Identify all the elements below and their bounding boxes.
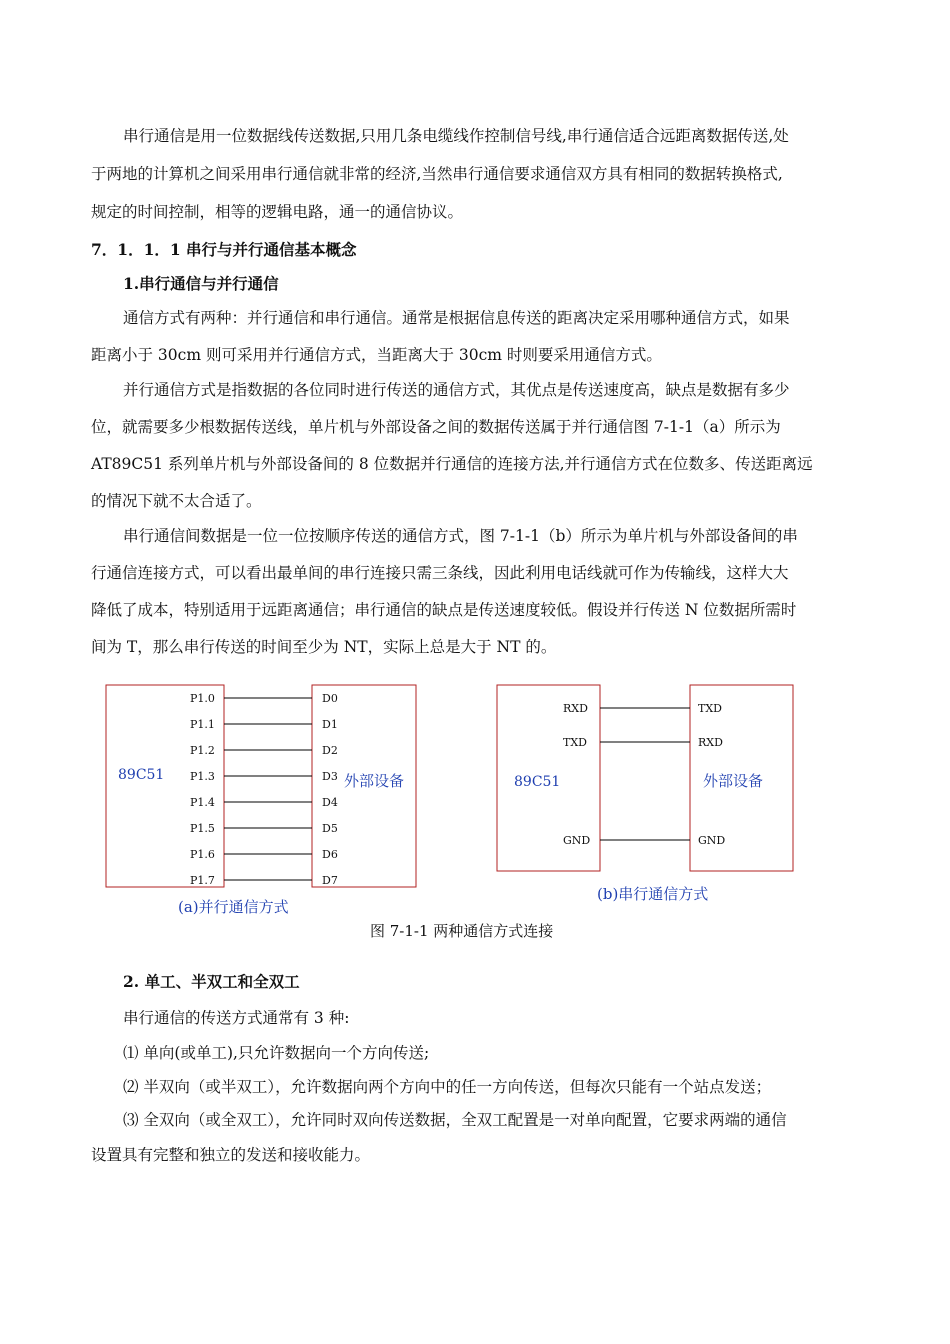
parallel-line-2: 位，就需要多少根数据传送线，单片机与外部设备之间的数据传送属于并行通信图 7-1-1（a）所示为 bbox=[91, 418, 781, 436]
modes-line-2: 距离小于 30cm 则可采用并行通信方式，当距离大于 30cm 时则要采用通信方式。 bbox=[91, 346, 662, 364]
duplex-item-1: ⑴ 单向(或单工),只允许数据向一个方向传送; bbox=[123, 1044, 430, 1062]
duplex-tail: 设置具有完整和独立的发送和接收能力。 bbox=[91, 1146, 371, 1164]
intro-line-3: 规定的时间控制，相等的逻辑电路，通一的通信协议。 bbox=[91, 203, 464, 221]
parallel-pin-d1: D1 bbox=[322, 718, 338, 731]
duplex-item-2: ⑵ 半双向（或半双工），允许数据向两个方向中的任一方向传送，但每次只能有一个站点发送； bbox=[123, 1078, 772, 1096]
parallel-pin-d3: D3 bbox=[322, 770, 338, 783]
connection-figure bbox=[0, 680, 950, 940]
parallel-pin-d7: D7 bbox=[322, 874, 338, 887]
parallel-device-label: 外部设备 bbox=[344, 772, 405, 790]
parallel-pin-p1-6: P1.6 bbox=[190, 848, 215, 861]
parallel-pin-d2: D2 bbox=[322, 744, 338, 757]
intro-line-2: 于两地的计算机之间采用串行通信就非常的经济,当然串行通信要求通信双方具有相同的数据转换格式, bbox=[91, 165, 783, 183]
parallel-pin-p1-3: P1.3 bbox=[190, 770, 215, 783]
serial-line-4: 间为 T，那么串行传送的时间至少为 NT，实际上总是大于 NT 的。 bbox=[91, 638, 557, 656]
parallel-caption: (a)并行通信方式 bbox=[178, 898, 289, 916]
serial-line-1: 串行通信间数据是一位一位按顺序传送的通信方式，图 7-1-1（b）所示为单片机与外部设备间的串 bbox=[123, 527, 798, 545]
parallel-diagram bbox=[106, 685, 416, 916]
parallel-pin-p1-7: P1.7 bbox=[190, 874, 215, 887]
sub-heading-2: 2. 单工、半双工和全双工 bbox=[123, 972, 300, 991]
serial-pin-right-gnd: GND bbox=[698, 834, 726, 847]
parallel-line-4: 的情况下就不太合适了。 bbox=[91, 492, 262, 510]
parallel-pin-p1-2: P1.2 bbox=[190, 744, 215, 757]
parallel-pin-p1-1: P1.1 bbox=[190, 718, 215, 731]
duplex-intro: 串行通信的传送方式通常有 3 种: bbox=[123, 1009, 350, 1027]
parallel-pin-d4: D4 bbox=[322, 796, 338, 809]
duplex-item-3: ⑶ 全双向（或全双工），允许同时双向传送数据，全双工配置是一对单向配置，它要求两端的通信 bbox=[123, 1111, 787, 1129]
modes-line-1: 通信方式有两种：并行通信和串行通信。通常是根据信息传送的距离决定采用哪种通信方式，如果 bbox=[123, 309, 790, 327]
sub-heading-1: 1.串行通信与并行通信 bbox=[123, 274, 279, 293]
figure-caption: 图 7-1-1 两种通信方式连接 bbox=[370, 922, 554, 940]
serial-pin-right-txd: TXD bbox=[698, 702, 722, 715]
parallel-pin-p1-0: P1.0 bbox=[190, 692, 215, 705]
parallel-pin-d6: D6 bbox=[322, 848, 338, 861]
serial-pin-left-rxd: RXD bbox=[563, 702, 588, 715]
serial-diagram bbox=[497, 685, 793, 903]
serial-line-2: 行通信连接方式，可以看出最单间的串行连接只需三条线，因此利用电话线就可作为传输线，这样大大 bbox=[91, 564, 789, 582]
parallel-pin-d0: D0 bbox=[322, 692, 338, 705]
serial-chip-label: 89C51 bbox=[514, 774, 561, 790]
serial-pin-left-gnd: GND bbox=[563, 834, 591, 847]
parallel-pin-p1-4: P1.4 bbox=[190, 796, 215, 809]
serial-pin-left-txd: TXD bbox=[563, 736, 587, 749]
parallel-pin-d5: D5 bbox=[322, 822, 338, 835]
serial-caption: (b)串行通信方式 bbox=[597, 885, 709, 903]
section-heading: 7．1．1．1 串行与并行通信基本概念 bbox=[91, 240, 357, 259]
parallel-line-3: AT89C51 系列单片机与外部设备间的 8 位数据并行通信的连接方法,并行通信方式在位数多、传送距离远 bbox=[91, 455, 813, 473]
parallel-chip-label: 89C51 bbox=[118, 767, 165, 783]
serial-device-label: 外部设备 bbox=[703, 772, 764, 790]
serial-pin-right-rxd: RXD bbox=[698, 736, 723, 749]
parallel-line-1: 并行通信方式是指数据的各位同时进行传送的通信方式，其优点是传送速度高，缺点是数据有多少 bbox=[123, 381, 790, 399]
intro-line-1: 串行通信是用一位数据线传送数据,只用几条电缆线作控制信号线,串行通信适合远距离数据传送,处 bbox=[123, 127, 789, 145]
parallel-pin-p1-5: P1.5 bbox=[190, 822, 215, 835]
serial-line-3: 降低了成本，特别适用于远距离通信；串行通信的缺点是传送速度较低。假设并行传送 N 位数据所需时 bbox=[91, 601, 797, 619]
